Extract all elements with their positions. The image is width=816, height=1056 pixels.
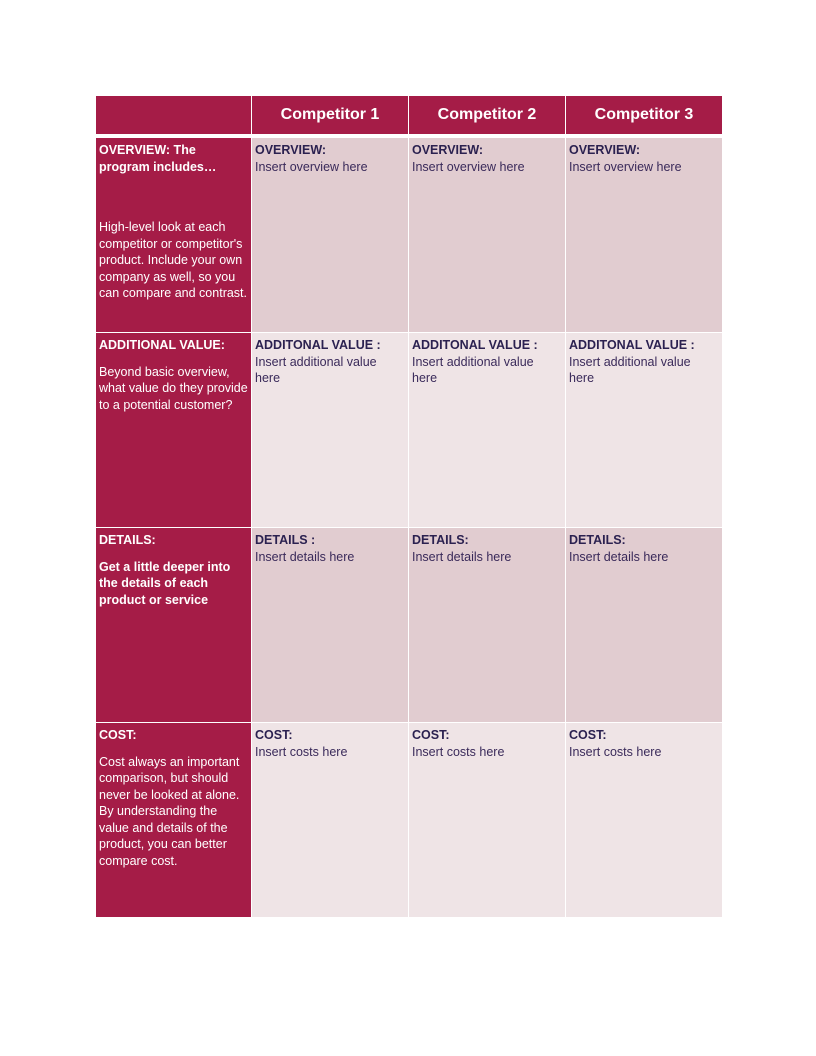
row-header-details [96, 528, 251, 723]
row-description: Cost always an important comparison, but should never be looked at alone. By understanding the value and details of the product, you can better compare cost. [99, 754, 240, 868]
overview-cell-competitor-2[interactable] [409, 138, 565, 333]
column-header-competitor-3: Competitor 3 [566, 96, 722, 138]
cell-placeholder: Insert additional value here [255, 354, 377, 385]
cell-placeholder: Insert additional value here [412, 354, 534, 385]
cell-placeholder: Insert costs here [255, 744, 348, 759]
overview-cell-competitor-3[interactable] [566, 138, 722, 333]
cell-placeholder: Insert details here [412, 549, 512, 564]
cell-label: COST: [569, 728, 607, 742]
column-header-competitor-1: Competitor 1 [252, 96, 408, 138]
row-title: ADDITIONAL VALUE: [99, 338, 225, 352]
cell-label: DETAILS: [569, 533, 626, 547]
column-header-competitor-2: Competitor 2 [409, 96, 565, 138]
cell-label: ADDITONAL VALUE : [255, 338, 381, 352]
table-corner-cell [96, 96, 251, 138]
competitor-comparison-table [96, 96, 720, 918]
cost-cell-competitor-2[interactable] [409, 723, 565, 918]
row-header-overview [96, 138, 251, 333]
cell-label: ADDITONAL VALUE : [412, 338, 538, 352]
cell-placeholder: Insert costs here [412, 744, 505, 759]
additional-value-cell-competitor-3[interactable] [566, 333, 722, 528]
details-cell-competitor-3[interactable] [566, 528, 722, 723]
row-description: High-level look at each competitor or competitor's product. Include your own company as well, so you can compare and contrast. [99, 220, 247, 300]
cell-placeholder: Insert details here [255, 549, 355, 564]
row-title: DETAILS: [99, 533, 156, 547]
cell-label: ADDITONAL VALUE : [569, 338, 695, 352]
cell-placeholder: Insert overview here [569, 159, 682, 174]
row-title: COST: [99, 728, 137, 742]
details-cell-competitor-1[interactable] [252, 528, 408, 723]
cell-label: OVERVIEW: [255, 143, 327, 157]
additional-value-cell-competitor-2[interactable] [409, 333, 565, 528]
cell-label: DETAILS : [255, 533, 316, 547]
details-cell-competitor-2[interactable] [409, 528, 565, 723]
row-header-additional-value [96, 333, 251, 528]
overview-cell-competitor-1[interactable] [252, 138, 408, 333]
cell-placeholder: Insert costs here [569, 744, 662, 759]
cell-label: OVERVIEW: [569, 143, 641, 157]
cell-label: DETAILS: [412, 533, 469, 547]
row-header-cost [96, 723, 251, 918]
cell-label: COST: [255, 728, 293, 742]
row-title: OVERVIEW: The program includes… [99, 143, 217, 174]
row-description: Get a little deeper into the details of each product or service [99, 559, 231, 607]
cost-cell-competitor-1[interactable] [252, 723, 408, 918]
cell-placeholder: Insert overview here [255, 159, 368, 174]
cell-placeholder: Insert details here [569, 549, 669, 564]
cell-placeholder: Insert overview here [412, 159, 525, 174]
cost-cell-competitor-3[interactable] [566, 723, 722, 918]
cell-placeholder: Insert additional value here [569, 354, 691, 385]
row-description: Beyond basic overview, what value do they provide to a potential customer? [99, 364, 248, 412]
cell-label: OVERVIEW: [412, 143, 484, 157]
cell-label: COST: [412, 728, 450, 742]
additional-value-cell-competitor-1[interactable] [252, 333, 408, 528]
